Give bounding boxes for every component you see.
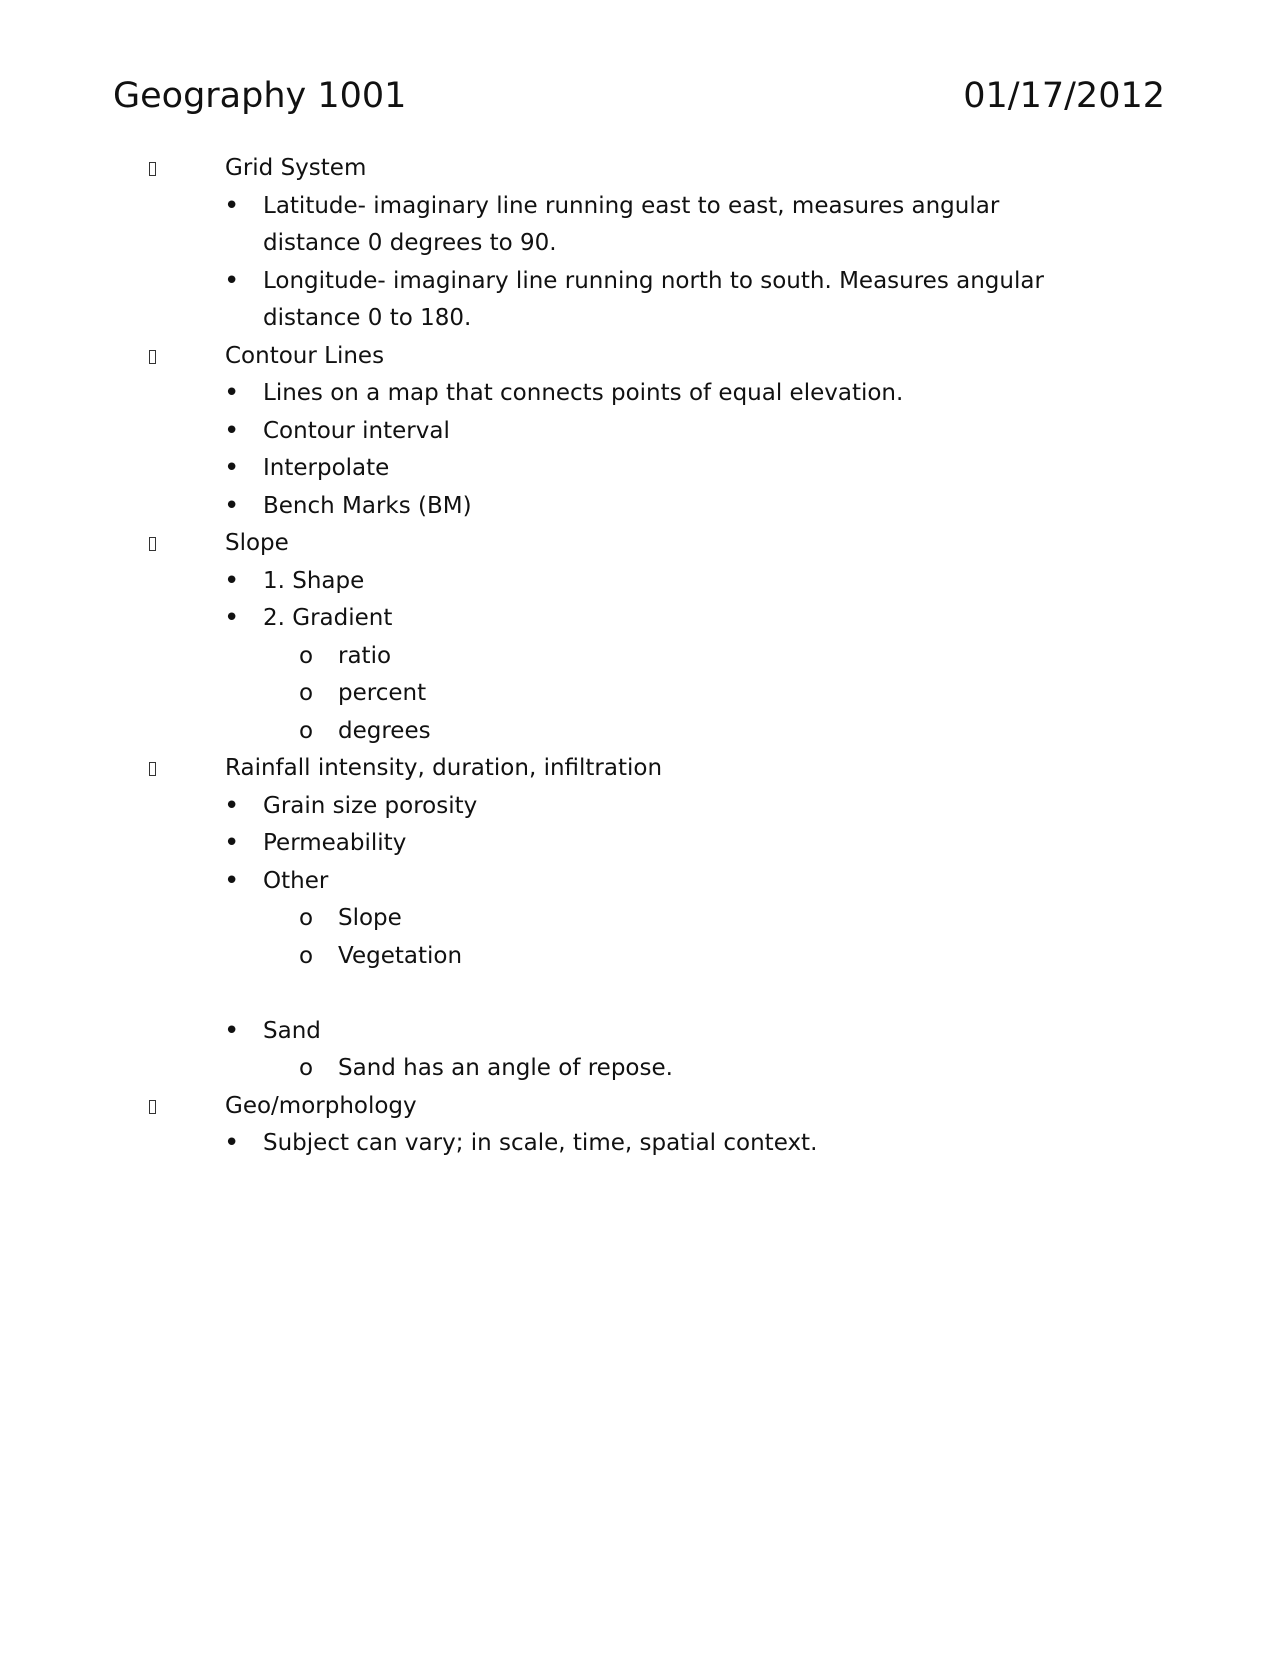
bullet-dot-icon: • [224, 490, 240, 521]
sub-bullet-o: o [299, 680, 314, 706]
sub-list-item: o degrees [0, 713, 1280, 751]
sub-list-item: o Sand has an angle of repose. [0, 1050, 1280, 1088]
missing-glyph-box-icon [149, 150, 156, 190]
sub-list-item: o Vegetation [0, 938, 1280, 976]
bullet-dot-icon: • [224, 790, 240, 821]
section-heading: Slope [0, 525, 1280, 563]
outline-notes [0, 150, 1280, 1163]
list-item-continuation: distance 0 degrees to 90. [263, 230, 557, 256]
list-item-continuation: distance 0 to 180. [263, 305, 472, 331]
list-item: • Grain size porosity [0, 788, 1280, 826]
missing-glyph-box-icon [149, 338, 156, 378]
blank-line [0, 975, 1280, 1013]
bullet-dot-icon: • [224, 603, 240, 633]
missing-glyph-box-icon [149, 525, 156, 565]
list-item: • Latitude- imaginary line running east to east, measures angular [0, 188, 1280, 226]
sub-bullet-o: o [299, 905, 314, 931]
section-heading: Contour Lines [0, 338, 1280, 376]
sub-bullet-o: o [299, 1055, 314, 1081]
sub-bullet-o: o [299, 942, 314, 969]
list-item: • 2. Gradient [0, 600, 1280, 638]
bullet-dot-icon: • [224, 265, 240, 296]
note-date: 01/17/2012 [963, 76, 1165, 116]
list-item: • Bench Marks (BM) [0, 488, 1280, 526]
list-item: • Longitude- imaginary line running north to south. Measures angular [0, 263, 1280, 301]
page-header [113, 70, 1165, 122]
bullet-dot-icon: • [224, 865, 240, 896]
section-heading: Rainfall intensity, duration, infiltration [0, 750, 1280, 788]
section-heading: Grid System [0, 150, 1280, 188]
list-item: • Interpolate [0, 450, 1280, 488]
list-item: • 1. Shape [0, 563, 1280, 601]
sub-bullet-o: o [299, 642, 314, 669]
bullet-dot-icon: • [224, 453, 240, 483]
bullet-dot-icon: • [224, 190, 240, 221]
bullet-dot-icon: • [224, 1015, 240, 1046]
bullet-dot-icon: • [224, 378, 240, 408]
list-item: • Lines on a map that connects points of equal elevation. [0, 375, 1280, 413]
sub-list-item: o percent [0, 675, 1280, 713]
sub-bullet-o: o [299, 717, 314, 744]
bullet-dot-icon: • [224, 565, 240, 596]
bullet-dot-icon: • [224, 828, 240, 858]
bullet-dot-icon: • [224, 415, 240, 446]
list-item: • Sand [0, 1013, 1280, 1051]
list-item: • Subject can vary; in scale, time, spatial context. [0, 1125, 1280, 1163]
section-heading: Geo/morphology [0, 1088, 1280, 1126]
sub-list-item: o Slope [0, 900, 1280, 938]
sub-list-item: o ratio [0, 638, 1280, 676]
course-title: Geography 1001 [113, 76, 407, 116]
list-item: • Other [0, 863, 1280, 901]
list-item: • Permeability [0, 825, 1280, 863]
bullet-dot-icon: • [224, 1128, 240, 1158]
missing-glyph-box-icon [149, 1088, 156, 1128]
missing-glyph-box-icon [149, 750, 156, 790]
list-item: • Contour interval [0, 413, 1280, 451]
